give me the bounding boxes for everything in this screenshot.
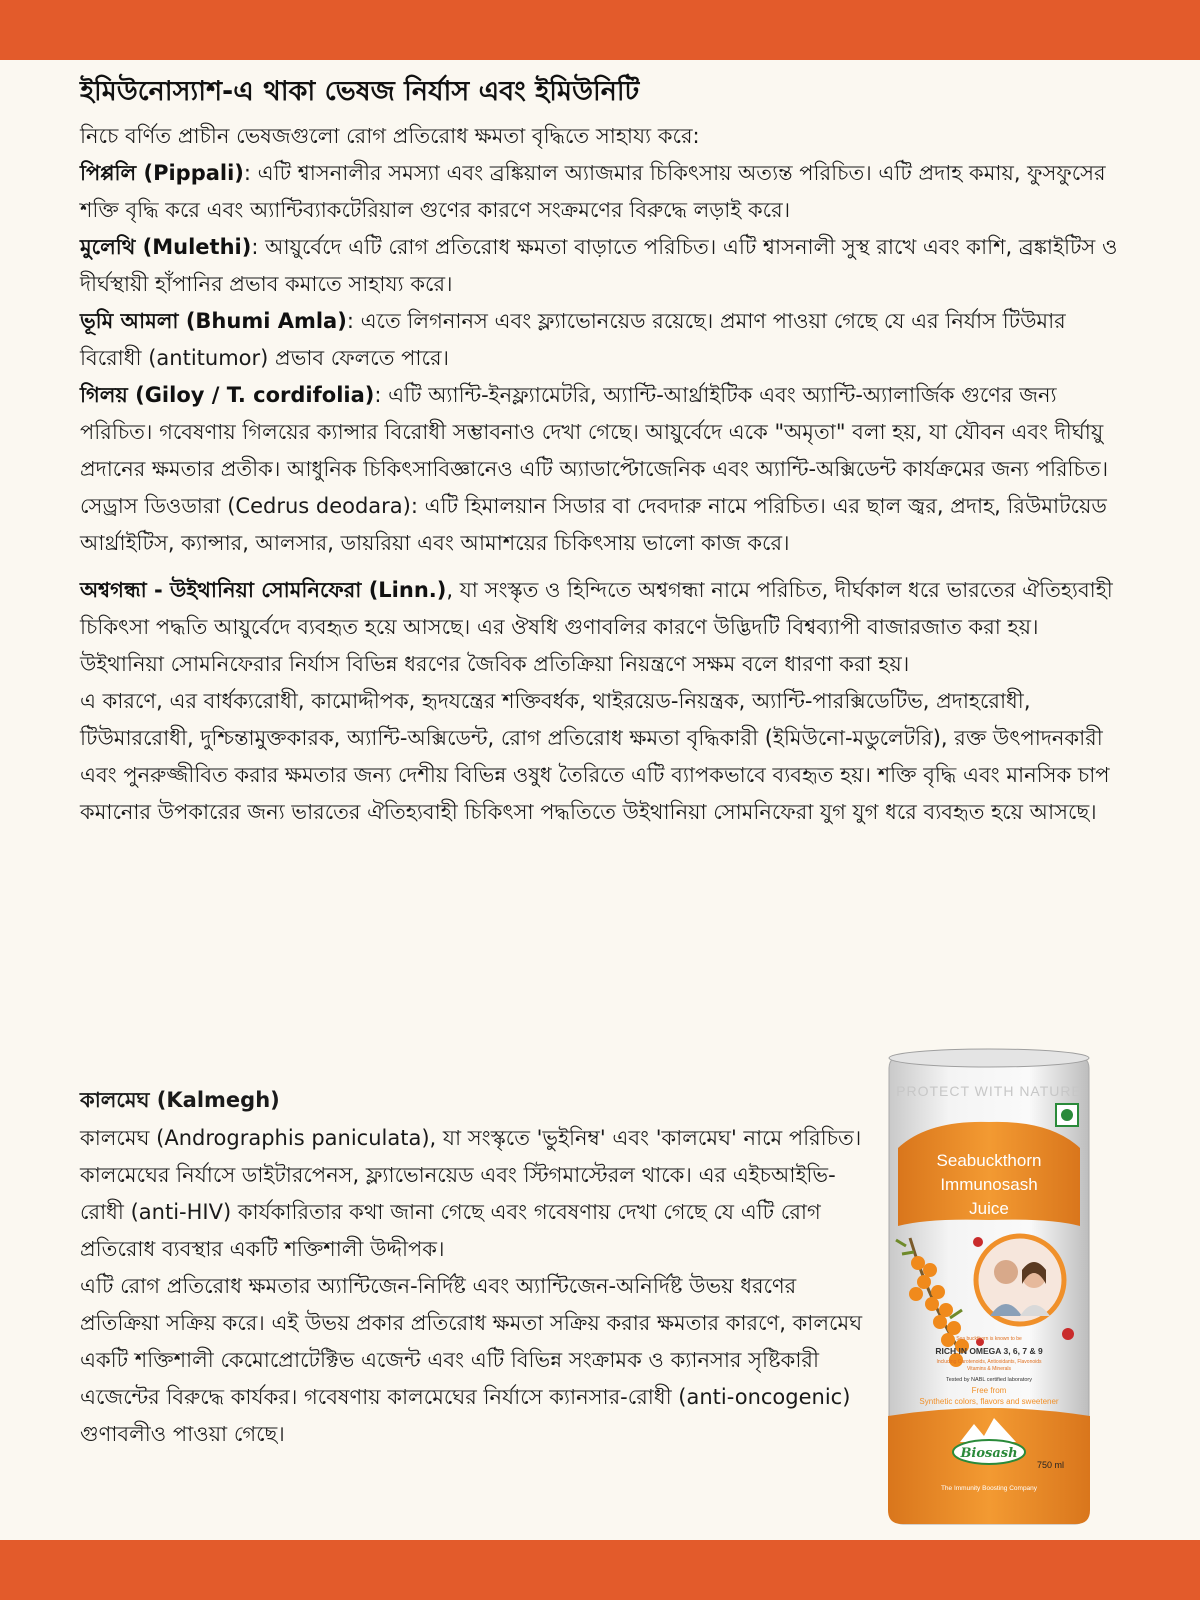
kalmegh-para-1: কালমেঘ (Andrographis paniculata), যা সংস্কৃতে 'ভুইনিম্ব' এবং 'কালমেঘ' নামে পরিচিত। কালমেঘের নির্যাসে ডাইটারপেনস, ফ্ল্যাভোনয়েড এবং স্টিগমাস্টেরল থাকে। এর এইচআইভি-রোধী (anti-HIV) কার্যকারিতার কথা জানা গেছে এবং গবেষণায় দেখা গেছে যে এটি রোগ প্রতিরোধ ব্যবস্থার একটি শক্তিশালী উদ্দীপক।	[80, 1126, 862, 1261]
product-omega-text: RICH IN OMEGA 3, 6, 7 & 9	[935, 1346, 1043, 1356]
ashwagandha-text: , যা সংস্কৃত ও হিন্দিতে অশ্বগন্ধা নামে পরিচিত, দীর্ঘকাল ধরে ভারতের ঐতিহ্যবাহী চিকিৎসা পদ্ধতি আয়ুর্বেদে ব্যবহৃত হয়ে আসছে। এর ঔষধি গুণাবলির কারণে উদ্ভিদটি বিশ্বব্যাপী বাজারজাত করা হয়। উইথানিয়া সোমনিফেরার নির্যাস বিভিন্ন ধরণের জৈবিক প্রতিক্রিয়া নিয়ন্ত্রণে সক্ষম বলে ধারণা করা হয়।	[80, 578, 1113, 676]
product-small-text: Sea buckthorn is known to be	[956, 1336, 1022, 1342]
ashwagandha-para-2: এ কারণে, এর বার্ধক্যরোধী, কামোদ্দীপক, হৃদযন্ত্রের শক্তিবর্ধক, থাইরয়েড-নিয়ন্ত্রক, অ্যান্টি-পারক্সিডেটিভ, প্রদাহরোধী, টিউমাররোধী, দুশ্চিন্তামুক্তকারক, অ্যান্টি-অক্সিডেন্ট, রোগ প্রতিরোধ ক্ষমতা বৃদ্ধিকারী (ইমিউনো-মডুলেটরি), রক্ত উৎপাদনকারী এবং পুনরুজ্জীবিত করার ক্ষমতার জন্য দেশীয় বিভিন্ন ওষুধ তৈরিতে এটি ব্যাপকভাবে ব্যবহৃত হয়। শক্তি বৃদ্ধি এবং মানসিক চাপ কমানোর উপকারের জন্য ভারতের ঐতিহ্যবাহী চিকিৎসা পদ্ধতিতে উইথানিয়া সোমনিফেরা যুগ যুগ ধরে ব্যবহৃত হয়ে আসছে।	[80, 689, 1110, 824]
herb-pippali	[80, 155, 1120, 229]
ashwagandha-para	[80, 572, 1120, 683]
can-lid	[889, 1049, 1089, 1067]
herb-name: গিলয় (Giloy / T. cordifolia)	[80, 383, 375, 407]
herb-name: ভূমি আমলা (Bhumi Amla)	[80, 309, 347, 333]
product-free-detail-text: Synthetic colors, flavors and sweetener	[919, 1397, 1059, 1406]
product-name-line-2: Immunosash	[940, 1175, 1038, 1194]
herb-name: পিপ্পলি (Pippali)	[80, 161, 244, 185]
herb-text: : এতে লিগনানস এবং ফ্ল্যাভোনয়েড রয়েছে। প্রমাণ পাওয়া গেছে যে এর নির্যাস টিউমার বিরোধী (antitumor) প্রভাব ফেলতে পারে।	[80, 309, 1066, 370]
product-vitamins-text: Vitamins & Minerals	[966, 1366, 1012, 1372]
herb-text: : আয়ুর্বেদে এটি রোগ প্রতিরোধ ক্ষমতা বাড়াতে পরিচিত। এটি শ্বাসনালী সুস্থ রাখে এবং কাশি, ব্রঙ্কাইটিস ও দীর্ঘস্থায়ী হাঁপানির প্রভাব কমাতে সাহায্য করে।	[80, 235, 1118, 296]
product-footer-text: The Immunity Boosting Company	[940, 1485, 1038, 1492]
herb-bhumi-amla	[80, 303, 1120, 377]
kalmegh-heading: কালমেঘ (Kalmegh)	[80, 1088, 280, 1112]
product-volume: 750 ml	[1036, 1460, 1064, 1470]
page-title: ইমিউনোস্যাশ-এ থাকা ভেষজ নির্যাস এবং ইমিউনিটি	[80, 76, 640, 107]
herb-cedrus: সেড্রাস ডিওডারা (Cedrus deodara): এটি হিমালয়ান সিডার বা দেবদারু নামে পরিচিত। এর ছাল জ্বর, প্রদাহ, রিউমাটয়েড আর্থ্রাইটিস, ক্যান্সার, আলসার, ডায়রিয়া এবং আমাশয়ের চিকিৎসায় ভালো কাজ করে।	[80, 494, 1107, 555]
product-name-line-1: Seabuckthorn	[936, 1151, 1042, 1170]
herb-text: : এটি অ্যান্টি-ইনফ্ল্যামেটরি, অ্যান্টি-আর্থ্রাইটিক এবং অ্যান্টি-অ্যালার্জিক গুণের জন্য পরিচিত। গবেষণায় গিলয়ের ক্যান্সার বিরোধী সম্ভাবনাও দেখা গেছে। আয়ুর্বেদে একে "অমৃতা" বলা হয়, যা যৌবন এবং দীর্ঘায়ু প্রদানের ক্ষমতার প্রতীক। আধুনিক চিকিৎসাবিজ্ঞানেও এটি অ্যাডাপ্টোজেনিক এবং অ্যান্টি-অক্সিডেন্ট কার্যক্রমের জন্য পরিচিত।	[80, 383, 1109, 481]
kalmegh-section	[80, 1080, 870, 1453]
couple-photo-circle	[976, 1236, 1064, 1324]
herb-text: : এটি শ্বাসনালীর সমস্যা এবং ব্রঙ্কিয়াল অ্যাজমার চিকিৎসায় অত্যন্ত পরিচিত। এটি প্রদাহ কমায়, ফুসফুসের শক্তি বৃদ্ধি করে এবং অ্যান্টিব্যাকটেরিয়াল গুণের কারণে সংক্রমণের বিরুদ্ধে লড়াই করে।	[80, 161, 1106, 222]
man-face	[994, 1260, 1018, 1284]
product-tagline: PROTECT WITH NATURE	[896, 1083, 1082, 1099]
main-content	[80, 72, 1120, 831]
veg-dot-icon	[1061, 1109, 1073, 1121]
intro-text: নিচে বর্ণিত প্রাচীন ভেষজগুলো রোগ প্রতিরোধ ক্ষমতা বৃদ্ধিতে সাহায্য করে:	[80, 124, 700, 148]
top-band	[0, 0, 1200, 60]
product-free-text: Free from	[971, 1386, 1007, 1395]
herb-mulethi	[80, 229, 1120, 303]
herb-giloy	[80, 377, 1120, 488]
herb-name: মুলেথি (Mulethi)	[80, 235, 252, 259]
ashwagandha-name: অশ্বগন্ধা - উইথানিয়া সোমনিফেরা (Linn.)	[80, 578, 447, 602]
bottom-band	[0, 1540, 1200, 1600]
kalmegh-para-2: এটি রোগ প্রতিরোধ ক্ষমতার অ্যান্টিজেন-নির্দিষ্ট এবং অ্যান্টিজেন-অনির্দিষ্ট উভয় ধরণের প্রতিক্রিয়া সক্রিয় করে। এই উভয় প্রকার প্রতিরোধ ক্ষমতা সক্রিয় করার ক্ষমতার কারণে, কালমেঘ একটি শক্তিশালী কেমোপ্রোটেক্টিভ এজেন্ট এবং এটি বিভিন্ন সংক্রামক ও ক্যানসার সৃষ্টিকারী এজেন্টের বিরুদ্ধে কার্যকর। গবেষণায় কালমেঘের নির্যাসে ক্যানসার-রোধী (anti-oncogenic) গুণাবলীও পাওয়া গেছে।	[80, 1274, 863, 1446]
brand-name: Biosash	[960, 1446, 1018, 1461]
product-includes-text: Including Carotenoids, Antioxidants, Flavonoids	[936, 1359, 1042, 1365]
product-name-line-3: Juice	[969, 1199, 1009, 1218]
product-tested-text: Tested by NABL certified laboratory	[945, 1377, 1033, 1383]
product-can-image	[888, 1048, 1090, 1532]
